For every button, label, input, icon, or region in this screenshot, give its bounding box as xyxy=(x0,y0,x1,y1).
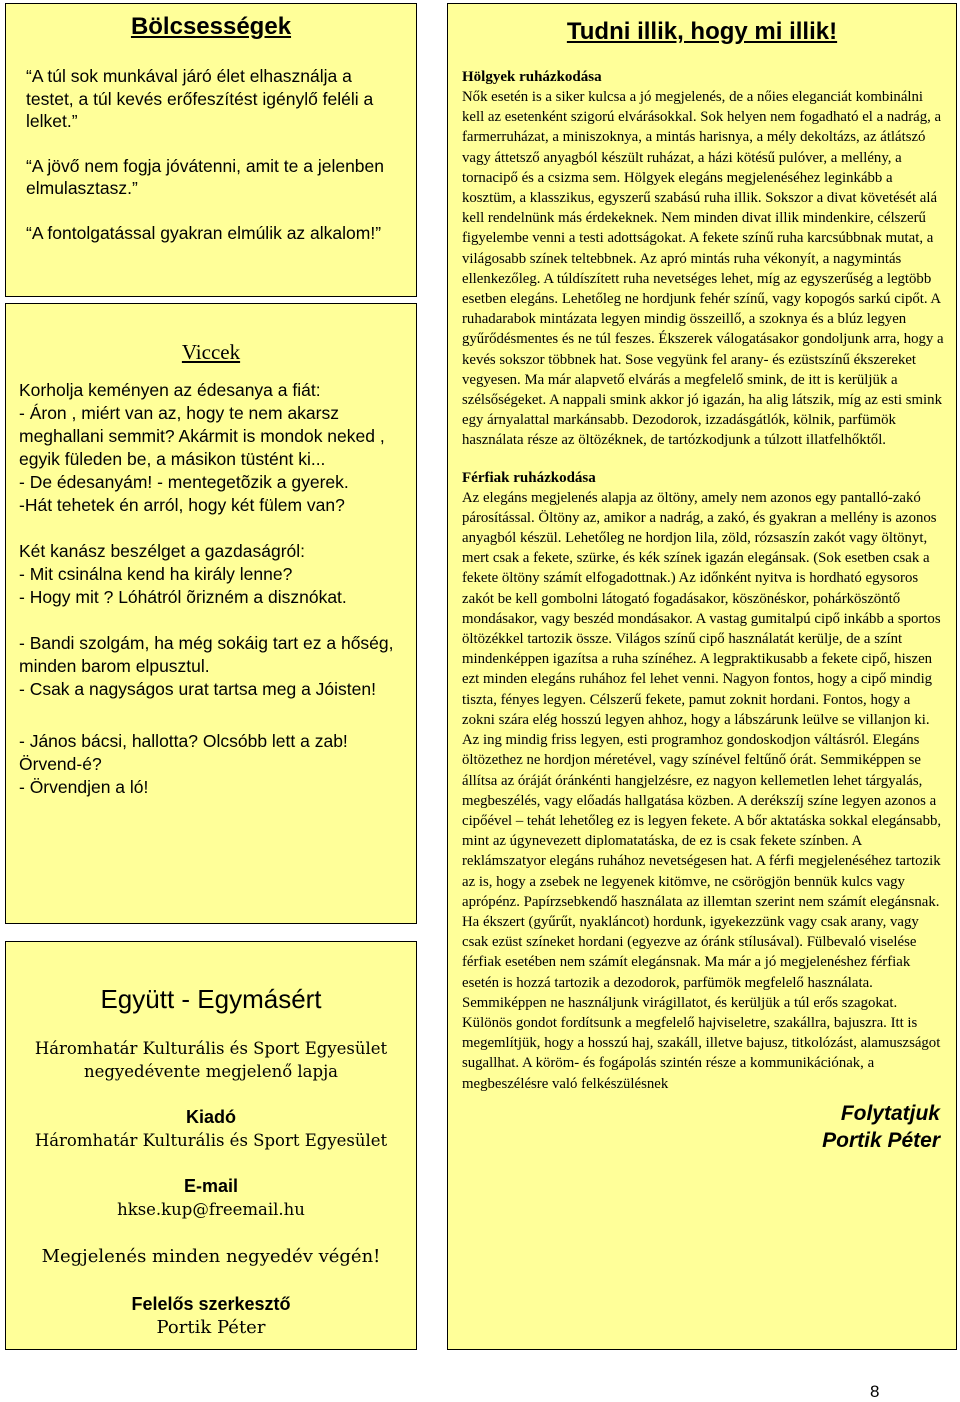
imprint-organization: Háromhatár Kulturális és Sport Egyesület xyxy=(34,1039,388,1058)
etiquette-box xyxy=(447,3,957,1350)
wisdom-title: Bölcsességek xyxy=(130,13,292,40)
joke-item: - János bácsi, hallotta? Olcsóbb lett a zab! Örvend-é? - Örvendjen a ló! xyxy=(19,731,348,797)
wisdom-quote: “A túl sok munkával járó élet elhasználja a testet, a túl kevés erőfeszítést igénylő feléli a lelket.” xyxy=(26,66,374,131)
page-number: 8 xyxy=(870,1382,880,1401)
imprint-title: Együtt - Egymásért xyxy=(100,984,322,1014)
signature-author: Portik Péter xyxy=(822,1128,940,1152)
email-label: E-mail xyxy=(183,1176,239,1196)
signature-continued: Folytatjuk xyxy=(840,1101,940,1125)
jokes-box xyxy=(5,303,417,924)
joke-item: - Bandi szolgám, ha még sokáig tart ez a hőség, minden barom elpusztul. - Csak a nagyságos urat tartsa meg a Jóisten! xyxy=(19,633,394,699)
editor-label: Felelős szerkesztő xyxy=(131,1294,291,1314)
section-heading-women: Hölgyek ruházkodása xyxy=(462,69,602,85)
section-heading-men: Férfiak ruházkodása xyxy=(462,469,596,486)
publisher-label: Kiadó xyxy=(185,1107,236,1127)
issue-schedule: Megjelenés minden negyedév végén! xyxy=(41,1246,381,1267)
joke-item: Két kanász beszélget a gazdaságról: - Mit csinálna kend ha király lenne? - Hogy mit ? Lóhátról õrizném a disznókat. xyxy=(19,541,347,607)
joke-item: Korholja keményen az édesanya a fiát: - Áron , miért van az, hogy te nem akarsz meghallani semmit? Akármit is mondok neked , egyik füleden be, a másikon tüstént ki... - De édesanyám! - mentegetõzik a gyerek. -Hát tehetek én arról, hogy két fülem van? xyxy=(19,380,385,515)
jokes-title: Viccek xyxy=(181,340,241,364)
editor-name: Portik Péter xyxy=(156,1317,266,1338)
imprint-frequency: negyedévente megjelenő lapja xyxy=(83,1062,339,1081)
imprint-box xyxy=(5,941,417,1350)
section-body-men: Az elegáns megjelenés alapja az öltöny, amely nem azonos egy pantalló-zakó párosítással. Öltöny az, amikor a nadrág, a zakó, és gyakran a mellény is azonos anyagból készül. Lehetőleg ne hordjon lila, zöld, rózsaszín zakót vagy öltönyt, mert csak a fekete, szürke, és kék színek igazán elegánsak. (Sok esetben csak a fekete öltöny számít elfogadottnak.) Az időnként nyitva is hordható egysoros zakót be kell gombolni látogató fogadásakor, köszönéskor, pohárköszöntő mondásakor, vagy beszéd mondásakor. A vastag gumitalpú cipő inkább a sportos öltözékkel tartozik össze. Világos színű cipő használatát kerülje, de a színt mindenképpen igazítsa a ruha színéhez. A legpraktikusabb a fekete cipő, hiszen ezt minden elegáns ruhához fel lehet venni. Nagyon fontos, hogy a cipő mindig tiszta, fényes legyen. Célszerű fekete, pamut zoknit hordani. Fontos, hogy a zokni szára elég hosszú legyen ahhoz, hogy a lábszárunk leülve se villanjon ki. Az ing mindig friss legyen, esti programhoz gondoskodjon váltásról. Elegáns öltözethez ne hordjon méretével, vagy színével feltűnő órát. Semmiképpen se állítsa az óráját óránkénti hangjelzésre, ez nagyon kellemetlen lehet tárgyalás, megbeszélés, vagy előadás hallgatása közben. A derékszíj színe legyen azonos a cipőével – tehát lehetőleg ez is legyen fekete. A bőr aktatáska sokkal elegánsabb, mint az úgynevezett diplomatatáska, de ez is csak fekete színben. A reklámszatyor elegáns ruhához nevetségesen hat. A férfi megjelenéséhez tartozik az is, hogy a zsebek ne legyenek kitömve, ne csörögjön bennük kulcs vagy aprópénz. Papírzsebkendő használata az illemtan szerint nem számít elegánsnak. Ha ékszert (gyűrűt, nyakláncot) hordunk, igyekezzünk vagy csak arany, vagy csak ezüst színeket hordani (egyezve az óránk stílusával). Fülbevaló viselése férfiak esetében nem számít elegánsnak. Ma már a jó megjelenéshez férfiak esetén is hozzá tartozik a dezodorok, parfümök megfelelő használata. Semmiképpen ne használjunk virágillatot, és kerüljük a túl erős szagokat. Különös gondot fordítsunk a megfelelő hajviseletre, szakállra, bajuszra. Itt is megemlítjük, hogy a hosszú haj, szakáll, illetve bajusz, titkolózást, alamuszságot sugallhat. A köröm- és fogápolás szintén része a kommunikációnak, a megbeszélésre való felkészülésnek xyxy=(462,489,942,1092)
section-body-women: Nők esetén is a siker kulcsa a jó megjelenés, de a nőies eleganciát kombinálni kell az esetenként szigorú elvárásokkal. Sok helyen nem fogadható el a nadrág, a farmerruházat, a miniszoknya, a mintás harisnya, a mély dekoltázs, az átlátszó vagy áttetsző anyagból készült ruházat, a házi kötésű pulóver, a mellény, a tornacipő és a csizma sem. Hölgyek elegáns megjelenéséhez leginkább a kosztüm, a klasszikus, egyszerű szabású ruha illik. Sokszor a divat követését alá kell rendelnünk más érdekeknek. Nem minden divat illik mindenkire, célszerű figyelembe venni a testi adottságokat. A fekete színű ruha karcsúbbnak mutat, a világosabb színek teltebbnek. Az apró mintás ruha vékonyít, a nagymintás ellenkezőleg. A túldíszített ruha nevetséges lehet, míg az egyszerűség a legtöbb esetben elegáns. Lehetőleg ne hordjunk fehér színű, vagy kopogós sarkú cipőt. A ruhadarabok mintázata legyen mindig összeillő, a szoknya és a blúz legyen gyűrődésmentes és ne túl feszes. Ékszerek válogatásakor gondoljunk arra, hogy a kevés sokszor többnek hat. Sose vegyünk fel arany- és ezüstszínű ékszereket vegyesen. Ma már alapvető elvárás a megfelelő smink, de itt is kerüljük a szélsőségeket. A nappali smink akkor jó igazán, ha alig látszik, míg az esti smink egy árnyalattal markánsabb. Dezodorok, izzadásgátlók, kölnik, parfümök használata része az öltözéknek, de tartózkodjunk a túlzott illatfelhőktől. xyxy=(462,89,944,449)
wisdom-quote: “A fontolgatással gyakran elmúlik az alkalom!” xyxy=(26,222,382,243)
wisdom-quote: “A jövő nem fogja jóvátenni, amit te a jelenben elmulasztasz.” xyxy=(26,155,384,198)
email-address: hkse.kup@freemail.hu xyxy=(117,1200,305,1219)
etiquette-title: Tudni illik, hogy mi illik! xyxy=(566,18,838,45)
publisher-name: Háromhatár Kulturális és Sport Egyesület xyxy=(34,1131,388,1150)
wisdom-box xyxy=(5,3,417,297)
